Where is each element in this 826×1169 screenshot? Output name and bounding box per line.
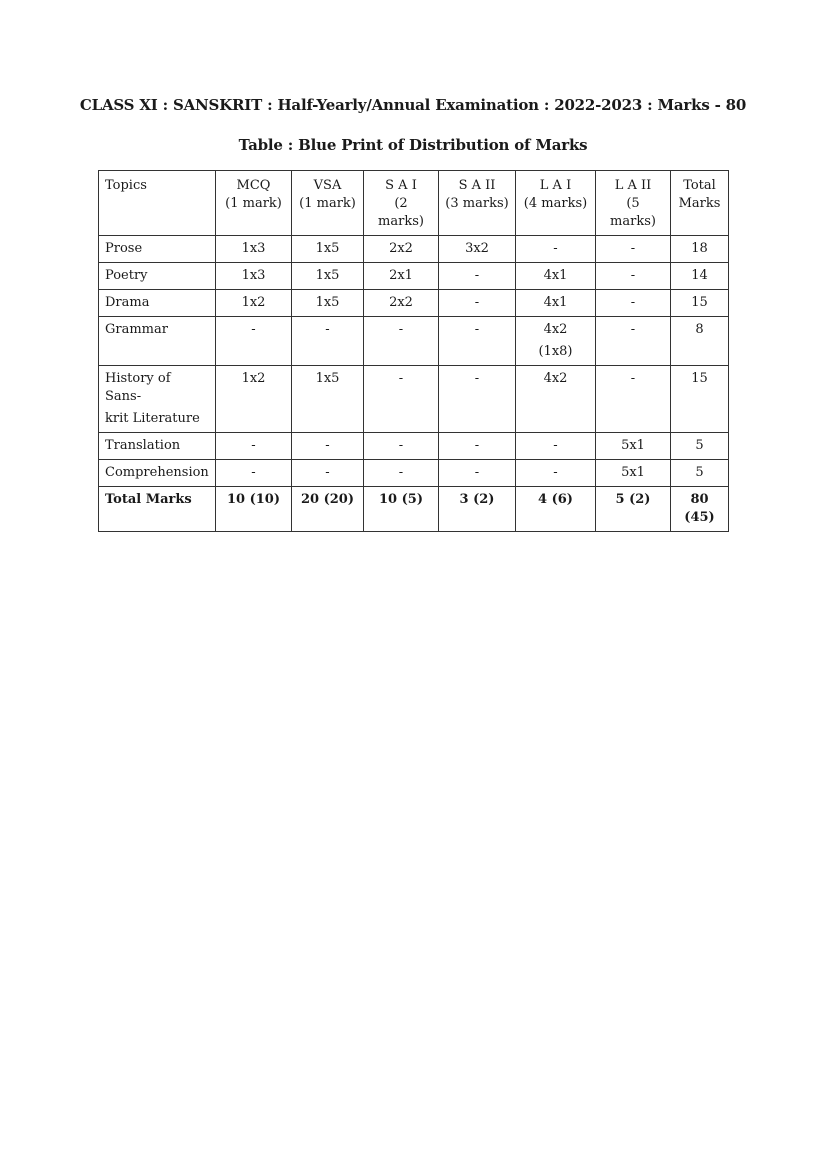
- total-vsa: 20 (20): [292, 487, 364, 532]
- cell-la1-value: 4x2: [543, 322, 568, 337]
- header-topics: Topics: [99, 171, 216, 236]
- total-sa2: 3 (2): [439, 487, 516, 532]
- table-row: [99, 460, 729, 487]
- table-row: [99, 236, 729, 263]
- cell-sa2: -: [439, 433, 516, 460]
- total-label: Total Marks: [99, 487, 216, 532]
- table-caption: Table : Blue Print of Distribution of Marks: [238, 136, 588, 154]
- blueprint-table: [98, 170, 729, 532]
- table-row: [99, 317, 729, 366]
- cell-sa1: -: [364, 433, 439, 460]
- cell-mcq: -: [216, 433, 292, 460]
- cell-sa1: 2x2: [364, 236, 439, 263]
- cell-sa2: -: [439, 460, 516, 487]
- cell-sa2: -: [439, 366, 516, 433]
- cell-la1: -: [516, 433, 596, 460]
- cell-la2: -: [596, 366, 671, 433]
- header-sa2: S A II (3 marks): [439, 171, 516, 236]
- total-la2: 5 (2): [596, 487, 671, 532]
- cell-topic: Comprehension: [99, 460, 216, 487]
- cell-topic: Poetry: [99, 263, 216, 290]
- total-sa1: 10 (5): [364, 487, 439, 532]
- table-row: [99, 366, 729, 433]
- header-la2: L A II (5 marks): [596, 171, 671, 236]
- cell-sa1: -: [364, 317, 439, 366]
- total-grand: 80 (45): [671, 487, 729, 532]
- cell-topic-line2: krit Literature: [105, 411, 200, 426]
- cell-vsa: -: [292, 317, 364, 366]
- cell-total: 8: [671, 317, 729, 366]
- cell-topic: Translation: [99, 433, 216, 460]
- header-la1: L A I (4 marks): [516, 171, 596, 236]
- cell-mcq: 1x2: [216, 366, 292, 433]
- header-mcq: MCQ (1 mark): [216, 171, 292, 236]
- cell-sa1: 2x1: [364, 263, 439, 290]
- cell-vsa: 1x5: [292, 263, 364, 290]
- total-mcq: 10 (10): [216, 487, 292, 532]
- cell-mcq: 1x3: [216, 263, 292, 290]
- cell-sa1: -: [364, 460, 439, 487]
- cell-la1: [516, 317, 596, 366]
- cell-mcq: 1x2: [216, 290, 292, 317]
- cell-sa2: -: [439, 290, 516, 317]
- total-la1: 4 (6): [516, 487, 596, 532]
- cell-mcq: -: [216, 460, 292, 487]
- cell-topic-line1: History of Sans-: [105, 371, 171, 404]
- cell-topic: Prose: [99, 236, 216, 263]
- cell-la1: 4x1: [516, 263, 596, 290]
- cell-sa1: -: [364, 366, 439, 433]
- cell-total: 18: [671, 236, 729, 263]
- cell-vsa: -: [292, 460, 364, 487]
- header-vsa: VSA (1 mark): [292, 171, 364, 236]
- cell-la2: -: [596, 236, 671, 263]
- cell-mcq: 1x3: [216, 236, 292, 263]
- cell-vsa: 1x5: [292, 290, 364, 317]
- cell-vsa: 1x5: [292, 236, 364, 263]
- header-total: Total Marks: [671, 171, 729, 236]
- cell-la2: 5x1: [596, 433, 671, 460]
- cell-sa1: 2x2: [364, 290, 439, 317]
- cell-la2: -: [596, 317, 671, 366]
- table-row: [99, 433, 729, 460]
- cell-sa2: 3x2: [439, 236, 516, 263]
- cell-la2: -: [596, 263, 671, 290]
- cell-vsa: -: [292, 433, 364, 460]
- cell-la1: -: [516, 236, 596, 263]
- page-title: CLASS XI : SANSKRIT : Half-Yearly/Annual Examination : 2022-2023 : Marks - 80: [79, 96, 747, 114]
- cell-mcq: -: [216, 317, 292, 366]
- cell-topic: Drama: [99, 290, 216, 317]
- cell-total: 15: [671, 290, 729, 317]
- table-row: [99, 263, 729, 290]
- cell-topic: [99, 366, 216, 433]
- cell-la2: -: [596, 290, 671, 317]
- cell-total: 5: [671, 460, 729, 487]
- cell-la1: 4x2: [516, 366, 596, 433]
- cell-topic: Grammar: [99, 317, 216, 366]
- cell-la2: 5x1: [596, 460, 671, 487]
- cell-total: 15: [671, 366, 729, 433]
- table-header-row: [99, 171, 729, 236]
- cell-sa2: -: [439, 263, 516, 290]
- cell-la1: -: [516, 460, 596, 487]
- cell-vsa: 1x5: [292, 366, 364, 433]
- cell-total: 14: [671, 263, 729, 290]
- cell-la1-note: (1x8): [538, 344, 573, 359]
- cell-total: 5: [671, 433, 729, 460]
- table-row: [99, 290, 729, 317]
- total-row: [99, 487, 729, 532]
- header-sa1: S A I (2 marks): [364, 171, 439, 236]
- cell-la1: 4x1: [516, 290, 596, 317]
- cell-sa2: -: [439, 317, 516, 366]
